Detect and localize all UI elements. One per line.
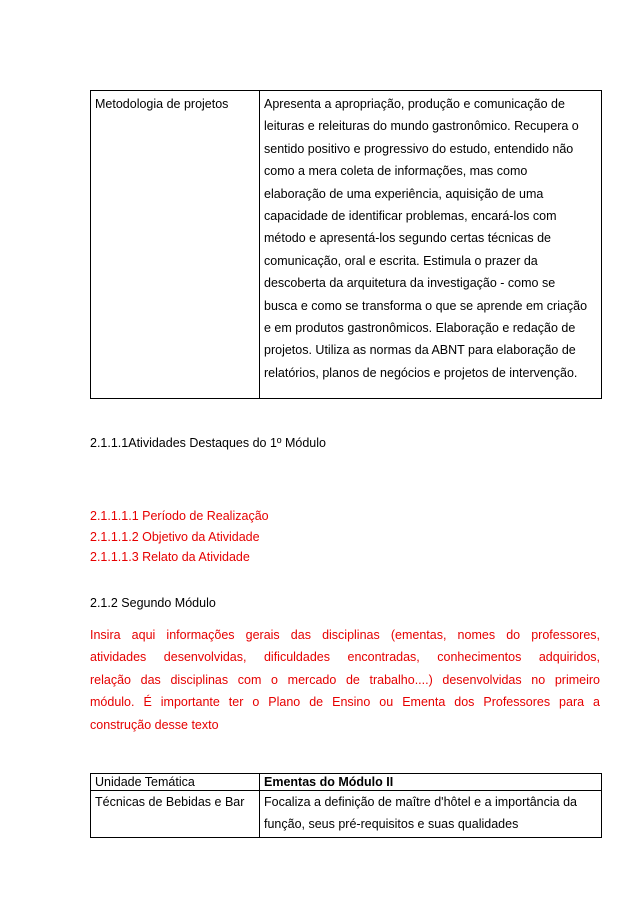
module-two-table [90,773,602,838]
instruction-paragraph [90,624,600,736]
methodology-description [260,91,602,399]
table-header-row [91,774,602,791]
unit-description [260,791,602,838]
description-line: comunicação, oral e escrita. Estimula o prazer da [264,253,538,268]
table-row [91,91,602,399]
subsection-heading: 2.1.1.1.2 Objetivo da Atividade [90,529,260,544]
unit-label: Técnicas de Bebidas e Bar [91,791,260,838]
instruction-line: relação das disciplinas com o mercado de trabalho....) desenvolvidas no primeiro [90,672,600,687]
column-header-unidade: Unidade Temática [91,774,260,791]
description-line: Apresenta a apropriação, produção e comunicação de [264,97,565,111]
description-line: Focaliza a definição de maître d'hôtel e a importância da [264,795,577,809]
table-row [91,791,602,838]
description-line: e em produtos gastronômicos. Elaboração e redação de [264,321,576,336]
methodology-label: Metodologia de projetos [91,91,260,399]
description-line: relatórios, planos de negócios e projetos de intervenção. [264,365,578,380]
description-line: elaboração de uma experiência, aquisição de uma [264,186,544,201]
section-heading-2111: 2.1.1.1Atividades Destaques do 1º Módulo [90,436,326,450]
instruction-line: atividades desenvolvidas, dificuldades encontradas, conhecimentos adquiridos, [90,650,600,665]
description-line: função, seus pré-requisitos e suas qualidades [264,817,519,831]
subsection-list [90,506,269,568]
description-line: sentido positivo e progressivo do estudo, entendido não [264,141,574,156]
description-line: descoberta da arquitetura da investigação - como se [264,276,556,291]
description-line: método e apresentá-los segundo certas técnicas de [264,231,551,246]
description-line: projetos. Utiliza as normas da ABNT para elaboração de [264,343,576,358]
section-heading-212: 2.1.2 Segundo Módulo [90,596,216,610]
subsection-heading: 2.1.1.1.1 Período de Realização [90,509,269,523]
column-header-ementas: Ementas do Módulo II [260,774,602,791]
instruction-line: módulo. É importante ter o Plano de Ensino ou Ementa dos Professores para a [90,695,600,710]
instruction-line: Insira aqui informações gerais das disciplinas (ementas, nomes do professores, [90,628,600,642]
description-line: leituras e releituras do mundo gastronômico. Recupera o [264,119,579,134]
instruction-line: construção desse texto [90,717,219,732]
description-line: como a mera coleta de informações, mas como [264,164,528,179]
description-line: capacidade de identificar problemas, encará-los com [264,209,557,224]
methodology-table [90,90,602,399]
subsection-heading: 2.1.1.1.3 Relato da Atividade [90,550,250,564]
description-line: busca e como se transforma o que se aprende em criação [264,298,588,313]
